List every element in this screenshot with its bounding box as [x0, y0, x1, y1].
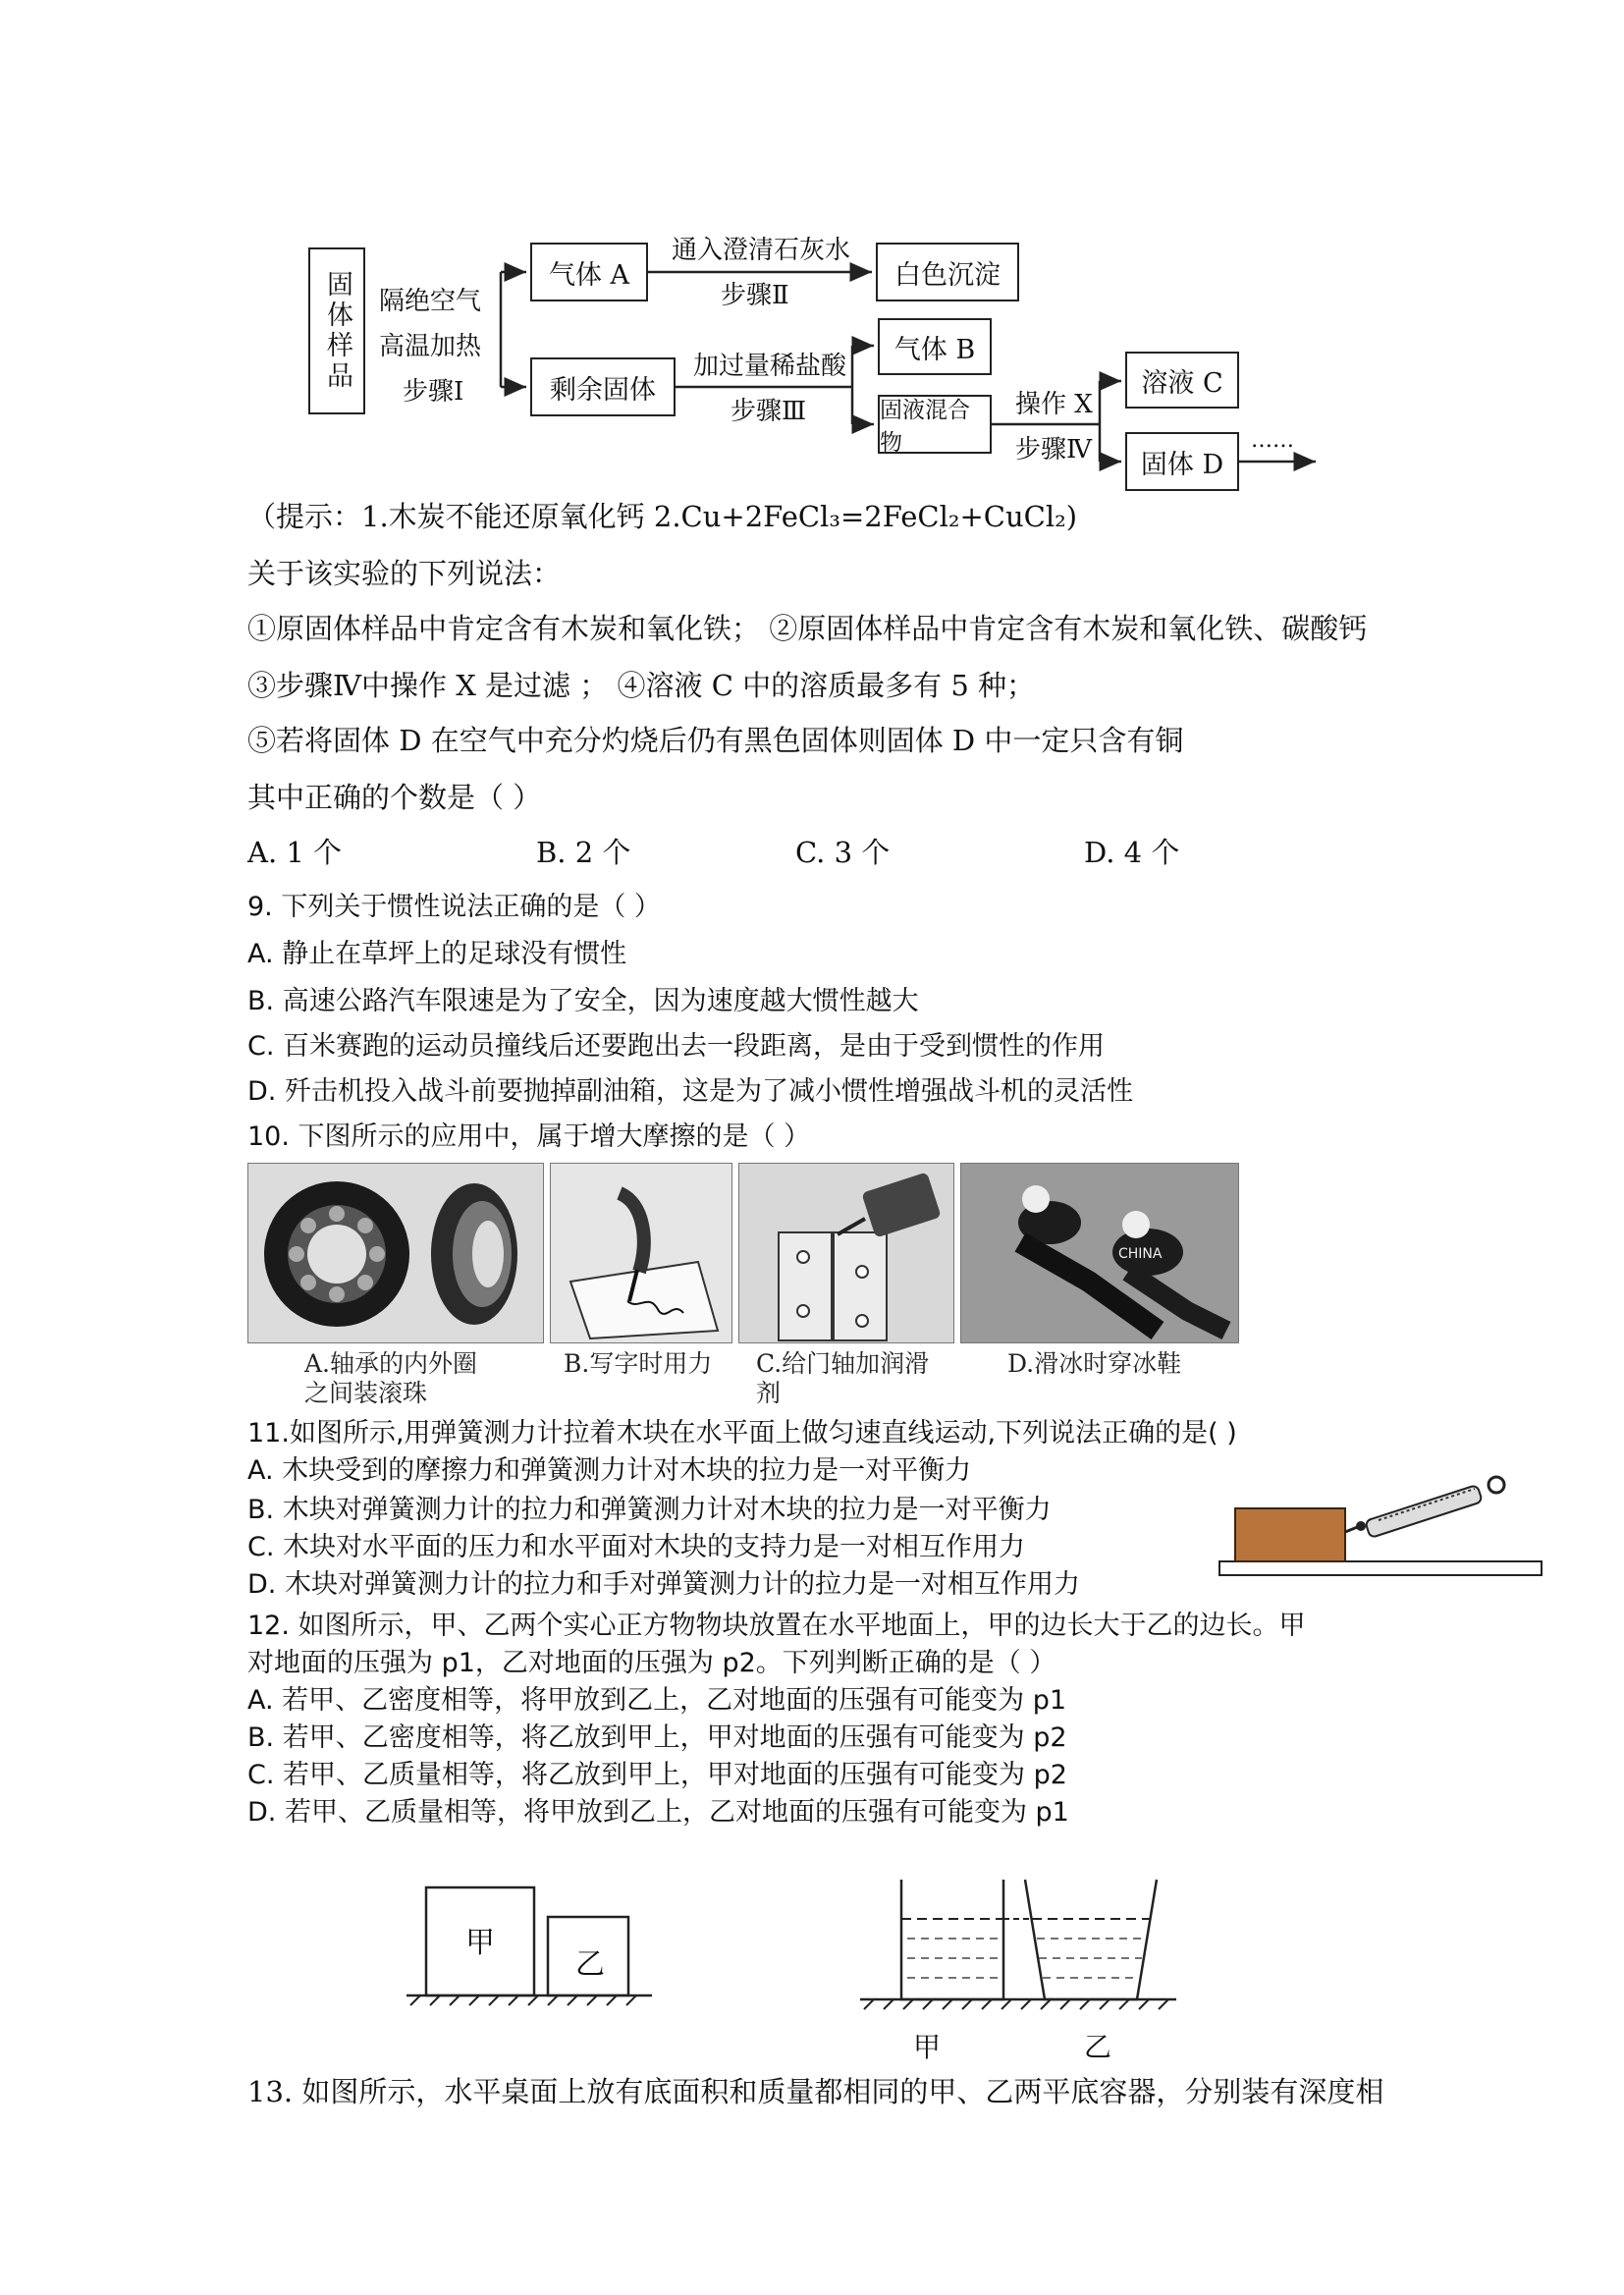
container-right [1025, 1880, 1157, 1999]
q9-stem: 9. 下列关于惯性说法正确的是（ ） [247, 892, 661, 922]
q12-option-a: A. 若甲、乙密度相等，将甲放到乙上，乙对地面的压强有可能变为 p1 [247, 1685, 1067, 1716]
q13-stem: 13. 如图所示，水平桌面上放有底面积和质量都相同的甲、乙两平底容器，分别装有深度相 [247, 2075, 1384, 2108]
q11-stem: 11.如图所示,用弹簧测力计拉着木块在水平面上做匀速直线运动,下列说法正确的是( ) [247, 1418, 1237, 1448]
q9-option-b: B. 高速公路汽车限速是为了安全，因为速度越大惯性越大 [247, 986, 919, 1016]
skater-icon [961, 1164, 1238, 1342]
gas-b-box [878, 318, 992, 375]
step1-bot: 步骤Ⅰ [403, 377, 464, 407]
spring-scale-diagram [1218, 1463, 1551, 1591]
ground-surface [1219, 1561, 1542, 1575]
q11-option-b: B. 木块对弹簧测力计的拉力和弹簧测力计对木块的拉力是一对平衡力 [247, 1495, 1052, 1525]
q8-intro: 关于该实验的下列说法： [247, 557, 562, 590]
skating-photo [960, 1163, 1239, 1343]
writing-photo [550, 1163, 732, 1343]
step3-bot: 步骤Ⅲ [731, 397, 807, 426]
white-ppt-box [876, 243, 1019, 301]
container-left-label: 甲 [913, 2031, 942, 2063]
container-left [901, 1880, 1003, 1999]
white-ppt-label: 白色沉淀 [894, 259, 1001, 291]
q8-option-a: A. 1 个 [247, 836, 343, 869]
residue-label: 剩余固体 [550, 374, 656, 406]
q8-hint: （提示：1.木炭不能还原氧化钙 2.Cu+2FeCl₃=2FeCl₂+CuCl₂) [247, 500, 1078, 533]
q11-option-d: D. 木块对弹簧测力计的拉力和手对弹簧测力计的拉力是一对相互作用力 [247, 1569, 1080, 1600]
spring-scale-icon [1345, 1477, 1504, 1538]
gas-a-box [530, 243, 648, 301]
q10-caption-b: B.写字时用力 [564, 1349, 713, 1378]
step4-bot: 步骤Ⅳ [1015, 435, 1092, 464]
q8-option-d: D. 4 个 [1084, 836, 1180, 869]
step1-top: 隔绝空气 [379, 287, 482, 316]
q8-option-c: C. 3 个 [795, 836, 891, 869]
wood-block [1235, 1508, 1345, 1561]
solid-d-box [1125, 432, 1239, 491]
q12-option-d: D. 若甲、乙质量相等，将甲放到乙上，乙对地面的压强有可能变为 p1 [247, 1797, 1069, 1828]
q8-option-b: B. 2 个 [536, 836, 631, 869]
q8-statement-1: ①原固体样品中肯定含有木炭和氧化铁； ②原固体样品中肯定含有木炭和氧化铁、碳酸钙 [247, 612, 1368, 645]
q11-option-c: C. 木块对水平面的压力和水平面对木块的支持力是一对相互作用力 [247, 1532, 1026, 1562]
hinge-oil-icon [739, 1164, 953, 1342]
sample-label: 固体样品 [322, 270, 352, 392]
q8-statement-2: ③步骤Ⅳ中操作 X 是过滤 ； ④溶液 C 中的溶质最多有 5 种； [247, 669, 1036, 702]
q8-statement-3: ⑤若将固体 D 在空气中充分灼烧后仍有黑色固体则固体 D 中一定只含有铜 [247, 724, 1184, 757]
hinge-photo [738, 1163, 954, 1343]
q11-option-a: A. 木块受到的摩擦力和弹簧测力计对木块的拉力是一对平衡力 [247, 1455, 972, 1486]
q8-question: 其中正确的个数是（ ） [247, 781, 542, 814]
solution-c-label: 溶液 C [1141, 367, 1223, 399]
q10-caption-a: A.轴承的内外圈之间装滚珠 [304, 1349, 478, 1407]
flow-dots: …… [1251, 428, 1294, 453]
pen-hand-icon [551, 1164, 731, 1342]
step2-top: 通入澄清石灰水 [672, 236, 851, 265]
solution-c-box [1125, 352, 1239, 409]
jersey-text: CHINA [1118, 1246, 1163, 1262]
containers-diagram [860, 1876, 1184, 2023]
mixture-label: 固液混合物 [880, 398, 970, 456]
q10-caption-c: C.给门轴加润滑剂 [756, 1349, 930, 1407]
q12-stem-2: 对地面的压强为 p1，乙对地面的压强为 p2。下列判断正确的是（ ） [247, 1648, 1056, 1678]
q9-option-a: A. 静止在草坪上的足球没有惯性 [247, 939, 627, 969]
step1-mid: 高温加热 [379, 332, 482, 361]
step4-top: 操作 X [1015, 390, 1093, 419]
container-right-label: 乙 [1084, 2031, 1112, 2063]
q10-caption-d: D.滑冰时穿冰鞋 [1007, 1349, 1182, 1378]
q12-option-b: B. 若甲、乙密度相等，将乙放到甲上，甲对地面的压强有可能变为 p2 [247, 1722, 1067, 1753]
gas-a-label: 气体 A [548, 259, 630, 291]
bearing-photo [247, 1163, 544, 1343]
sample-box [308, 247, 365, 414]
residue-box [530, 357, 676, 416]
q9-option-c: C. 百米赛跑的运动员撞线后还要跑出去一段距离，是由于受到惯性的作用 [247, 1031, 1106, 1062]
solid-d-label: 固体 D [1140, 449, 1224, 480]
step2-bot: 步骤Ⅱ [721, 281, 789, 310]
step3-top: 加过量稀盐酸 [693, 352, 847, 381]
q9-option-d: D. 歼击机投入战斗前要抛掉副油箱，这是为了减小惯性增强战斗机的灵活性 [247, 1076, 1133, 1107]
mixture-box [878, 395, 992, 454]
block-big-label: 甲 [465, 1926, 495, 1960]
q12-option-c: C. 若甲、乙质量相等，将乙放到甲上，甲对地面的压强有可能变为 p2 [247, 1760, 1067, 1790]
q10-stem: 10. 下图所示的应用中，属于增大摩擦的是（ ） [247, 1121, 811, 1152]
gas-b-label: 气体 B [893, 334, 976, 365]
bearing-icon [248, 1164, 543, 1342]
block-small-label: 乙 [575, 1947, 605, 1982]
q12-stem-1: 12. 如图所示，甲、乙两个实心正方物物块放置在水平地面上，甲的边长大于乙的边长。甲 [247, 1611, 1306, 1641]
blocks-diagram [406, 1882, 662, 2009]
